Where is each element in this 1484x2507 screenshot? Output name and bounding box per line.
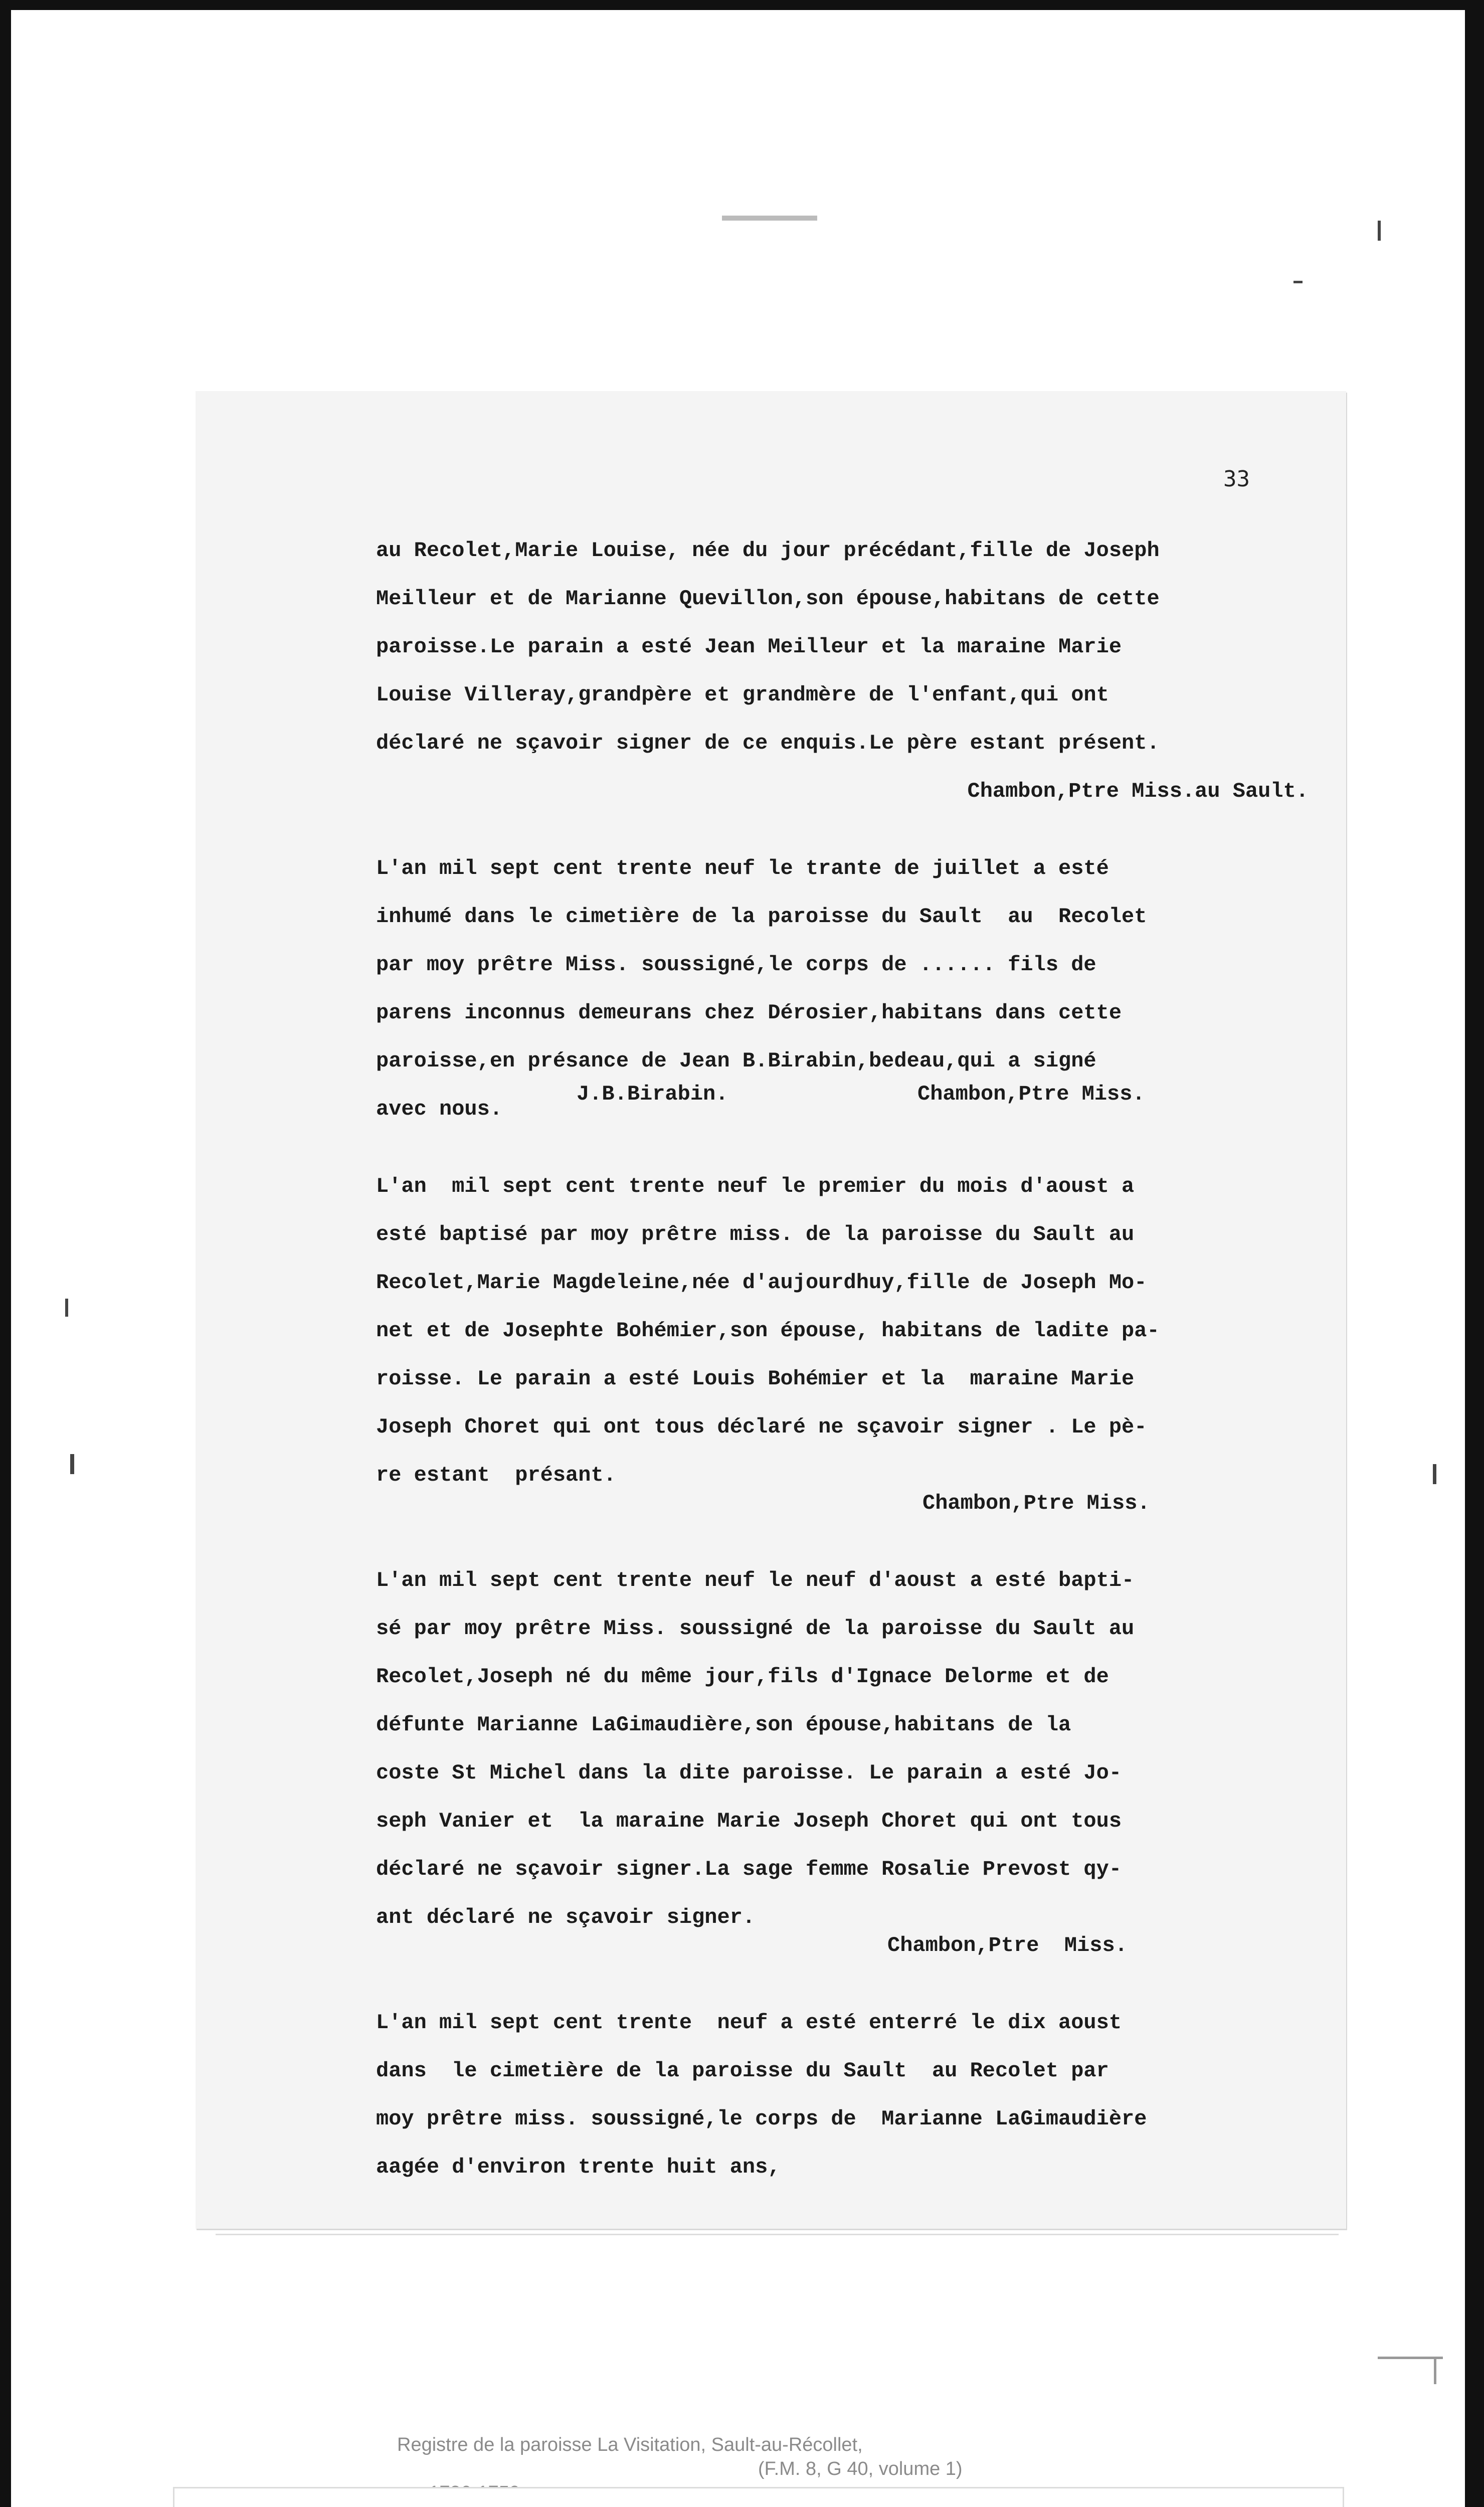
- scan-mark: [1434, 2357, 1436, 2384]
- entry-line: sé par moy prêtre Miss. soussigné de la paroisse du Sault au: [376, 1617, 1135, 1641]
- entry-line: dans le cimetière de la paroisse du Sault au Recolet par: [376, 2059, 1109, 2083]
- entry-line: re estant présant.: [376, 1463, 616, 1487]
- film-border-top: [0, 0, 1484, 10]
- caption-title: Registre de la paroisse La Visitation, Sault-au-Récollet,: [397, 2434, 863, 2455]
- priest-signature: Chambon,Ptre Miss.: [922, 1491, 1150, 1515]
- scan-mark: [1433, 1464, 1436, 1484]
- film-border-right: [1465, 0, 1484, 2507]
- scan-mark: [722, 216, 817, 221]
- signature-row: [376, 1082, 1314, 1133]
- entry-line: Recolet,Marie Magdeleine,née d'aujourdhuy,fille de Joseph Mo-: [376, 1271, 1147, 1295]
- entry-line: aagée d'environ trente huit ans,: [376, 2155, 781, 2179]
- scan-mark: [1378, 221, 1381, 241]
- register-entry: [376, 1162, 1314, 1527]
- witness-signature: J.B.Birabin.: [577, 1082, 728, 1106]
- priest-signature: Chambon,Ptre Miss.au Sault.: [967, 779, 1309, 803]
- priest-signature: Chambon,Ptre Miss.: [917, 1082, 1145, 1106]
- entry-line: parens inconnus demeurans chez Dérosier,habitans dans cette: [376, 1001, 1122, 1025]
- entry-line: L'an mil sept cent trente neuf le premier du mois d'aoust a: [376, 1174, 1135, 1198]
- scan-mark: [1378, 2357, 1443, 2359]
- entry-line: moy prêtre miss. soussigné,le corps de Marianne LaGimaudière: [376, 2107, 1147, 2131]
- entry-line: défunte Marianne LaGimaudière,son épouse,habitans de la: [376, 1713, 1071, 1737]
- entry-line: Meilleur et de Marianne Quevillon,son épouse,habitans de cette: [376, 587, 1160, 611]
- entry-line: seph Vanier et la maraine Marie Joseph Choret qui ont tous: [376, 1809, 1122, 1833]
- entry-line: net et de Josephte Bohémier,son épouse, habitans de ladite pa-: [376, 1319, 1160, 1343]
- entry-line: paroisse,en présance de Jean B.Birabin,bedeau,qui a signé: [376, 1049, 1096, 1073]
- register-entry: [376, 1556, 1314, 1969]
- archive-stamp: [173, 2487, 1344, 2507]
- entry-line: roisse. Le parain a esté Louis Bohémier et la maraine Marie: [376, 1367, 1135, 1391]
- entry-line: L'an mil sept cent trente neuf le neuf d'aoust a esté bapti-: [376, 1568, 1135, 1592]
- scan-mark: [216, 2234, 1339, 2235]
- entry-line: avec nous.: [376, 1097, 503, 1121]
- page-number: 33: [1223, 466, 1250, 492]
- entry-line: L'an mil sept cent trente neuf a esté enterré le dix aoust: [376, 2011, 1122, 2035]
- signature-row: [376, 1479, 1314, 1527]
- scan-mark: [65, 1299, 68, 1317]
- caption-details: [397, 2457, 963, 2481]
- entry-line: esté baptisé par moy prêtre miss. de la paroisse du Sault au: [376, 1222, 1135, 1246]
- scan-mark: [1293, 281, 1303, 283]
- entry-line: au Recolet,Marie Louise, née du jour précédant,fille de Joseph: [376, 539, 1160, 563]
- entry-line: inhumé dans le cimetière de la paroisse du Sault au Recolet: [376, 905, 1147, 929]
- entry-line: L'an mil sept cent trente neuf le trante de juillet a esté: [376, 856, 1109, 880]
- archive-caption: [397, 2433, 963, 2481]
- entry-line: coste St Michel dans la dite paroisse. Le parain a esté Jo-: [376, 1761, 1122, 1785]
- scan-mark: [70, 1454, 74, 1474]
- entry-line: déclaré ne sçavoir signer de ce enquis.Le père estant présent.: [376, 731, 1160, 755]
- typed-register-sheet: [196, 391, 1346, 2229]
- entry-line: déclaré ne sçavoir signer.La sage femme Rosalie Prevost qy-: [376, 1857, 1122, 1881]
- caption-reference: (F.M. 8, G 40, volume 1): [758, 2458, 963, 2479]
- register-entry: [376, 1999, 1314, 2191]
- entry-line: par moy prêtre Miss. soussigné,le corps de ...... fils de: [376, 953, 1096, 977]
- signature-row: [376, 1921, 1314, 1969]
- entry-line: Recolet,Joseph né du même jour,fils d'Ignace Delorme et de: [376, 1665, 1109, 1689]
- register-entries: [376, 526, 1314, 2220]
- entry-line: ant déclaré ne sçavoir signer.: [376, 1905, 756, 1929]
- priest-signature: Chambon,Ptre Miss.: [887, 1933, 1128, 1957]
- register-entry: [376, 526, 1314, 815]
- entry-line: Joseph Choret qui ont tous déclaré ne sçavoir signer . Le pè-: [376, 1415, 1147, 1439]
- register-entry: [376, 844, 1314, 1133]
- entry-line: Louise Villeray,grandpère et grandmère de l'enfant,qui ont: [376, 683, 1109, 707]
- entry-line: paroisse.Le parain a esté Jean Meilleur et la maraine Marie: [376, 635, 1122, 659]
- film-border-left: [0, 0, 11, 2507]
